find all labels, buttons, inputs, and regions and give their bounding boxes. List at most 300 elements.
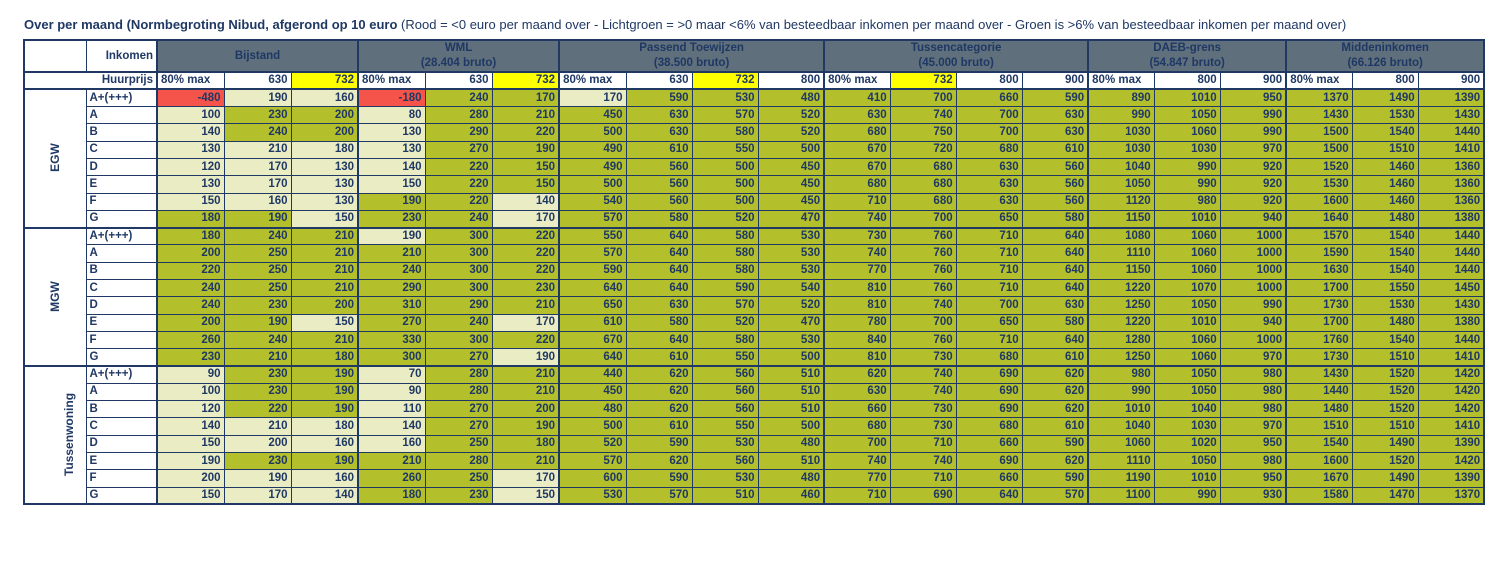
value-cell: 1530: [1352, 297, 1418, 314]
value-cell: 130: [358, 141, 425, 158]
value-cell: 180: [291, 141, 358, 158]
value-cell: 590: [1022, 89, 1088, 106]
value-cell: 590: [559, 262, 626, 279]
value-cell: 570: [692, 107, 758, 124]
value-cell: 240: [425, 314, 492, 331]
table-row: [24, 366, 1484, 383]
value-cell: 500: [692, 193, 758, 210]
value-cell: 520: [692, 314, 758, 331]
value-cell: 1470: [1352, 487, 1418, 504]
value-cell: 980: [1220, 383, 1286, 400]
value-cell: 590: [626, 89, 692, 106]
value-cell: 550: [692, 349, 758, 366]
value-cell: 300: [425, 245, 492, 262]
value-cell: 640: [626, 228, 692, 245]
value-cell: 940: [1220, 210, 1286, 227]
value-cell: 1390: [1418, 470, 1484, 487]
value-cell: 1410: [1418, 349, 1484, 366]
value-cell: 250: [425, 470, 492, 487]
value-cell: 470: [758, 314, 824, 331]
header-row-income: [24, 40, 1484, 72]
value-cell: 610: [559, 314, 626, 331]
value-cell: 540: [758, 280, 824, 297]
value-cell: 210: [492, 383, 559, 400]
value-cell: 410: [824, 89, 890, 106]
value-cell: 130: [358, 124, 425, 141]
value-cell: 140: [358, 158, 425, 175]
value-cell: 1150: [1088, 262, 1154, 279]
value-cell: 1540: [1286, 435, 1352, 452]
value-cell: 120: [157, 401, 224, 418]
rent-column-header: 900: [1220, 72, 1286, 89]
value-cell: 670: [824, 158, 890, 175]
value-cell: 190: [492, 349, 559, 366]
value-cell: 640: [559, 280, 626, 297]
value-cell: 130: [291, 176, 358, 193]
value-cell: 570: [626, 487, 692, 504]
value-cell: 710: [956, 331, 1022, 348]
value-cell: 920: [1220, 158, 1286, 175]
value-cell: 590: [692, 280, 758, 297]
value-cell: 570: [559, 210, 626, 227]
value-cell: 1410: [1418, 141, 1484, 158]
value-cell: 150: [492, 158, 559, 175]
value-cell: 130: [157, 176, 224, 193]
value-cell: 1010: [1154, 314, 1220, 331]
value-cell: 690: [956, 453, 1022, 470]
value-cell: 620: [824, 366, 890, 383]
value-cell: 530: [692, 89, 758, 106]
value-cell: 610: [1022, 349, 1088, 366]
value-cell: 220: [425, 176, 492, 193]
value-cell: 590: [626, 435, 692, 452]
value-cell: 300: [425, 228, 492, 245]
rent-column-header: 800: [1352, 72, 1418, 89]
value-cell: -480: [157, 89, 224, 106]
value-cell: 640: [1022, 228, 1088, 245]
table-row: [24, 453, 1484, 470]
value-cell: 200: [224, 435, 291, 452]
value-cell: 240: [224, 331, 291, 348]
value-cell: 740: [890, 297, 956, 314]
value-cell: 980: [1154, 193, 1220, 210]
value-cell: 1600: [1286, 193, 1352, 210]
value-cell: 710: [956, 245, 1022, 262]
energy-label: F: [86, 470, 157, 487]
value-cell: 520: [758, 124, 824, 141]
value-cell: 650: [559, 297, 626, 314]
value-cell: 200: [291, 124, 358, 141]
value-cell: 1390: [1418, 435, 1484, 452]
page-title: [24, 17, 1346, 32]
value-cell: 680: [890, 176, 956, 193]
value-cell: 510: [758, 383, 824, 400]
value-cell: 170: [492, 470, 559, 487]
value-cell: 560: [1022, 176, 1088, 193]
energy-label: C: [86, 418, 157, 435]
value-cell: 700: [890, 89, 956, 106]
energy-label: A+(+++): [86, 366, 157, 383]
value-cell: 240: [425, 210, 492, 227]
value-cell: 610: [626, 349, 692, 366]
rent-column-header: 732: [492, 72, 559, 89]
value-cell: 260: [358, 470, 425, 487]
value-cell: 610: [1022, 141, 1088, 158]
table-row: [24, 349, 1484, 366]
value-cell: 210: [291, 245, 358, 262]
section-label-text: EGW: [47, 143, 62, 173]
title-legend: (Rood = <0 euro per maand over - Lichtgroen = >0 maar <6% van besteedbaar inkomen per maand over - Groen is >6% van besteedbaar inkomen per maand over): [397, 17, 1347, 32]
value-cell: 750: [890, 124, 956, 141]
value-cell: 240: [157, 280, 224, 297]
value-cell: 650: [956, 314, 1022, 331]
value-cell: 730: [890, 418, 956, 435]
value-cell: 890: [1088, 89, 1154, 106]
value-cell: 670: [559, 331, 626, 348]
table-row: [24, 158, 1484, 175]
value-cell: 210: [492, 366, 559, 383]
value-cell: 1060: [1154, 262, 1220, 279]
value-cell: 680: [956, 349, 1022, 366]
value-cell: 740: [824, 245, 890, 262]
value-cell: 220: [492, 124, 559, 141]
value-cell: 1250: [1088, 297, 1154, 314]
value-cell: 100: [157, 383, 224, 400]
value-cell: 440: [559, 366, 626, 383]
value-cell: 940: [1220, 314, 1286, 331]
value-cell: 530: [692, 470, 758, 487]
value-cell: 500: [559, 176, 626, 193]
value-cell: 710: [824, 193, 890, 210]
rent-column-header: 80% max: [1088, 72, 1154, 89]
value-cell: 270: [358, 314, 425, 331]
value-cell: 990: [1220, 297, 1286, 314]
value-cell: 700: [956, 124, 1022, 141]
income-group-name: Bijstand: [234, 49, 281, 62]
table-row: [24, 262, 1484, 279]
value-cell: 1440: [1418, 124, 1484, 141]
table-row: [24, 383, 1484, 400]
value-cell: 560: [692, 401, 758, 418]
rent-column-header: 80% max: [358, 72, 425, 89]
value-cell: 230: [157, 349, 224, 366]
value-cell: 630: [956, 158, 1022, 175]
value-cell: 1030: [1154, 418, 1220, 435]
value-cell: 1440: [1418, 331, 1484, 348]
value-cell: 190: [224, 470, 291, 487]
value-cell: 1550: [1352, 280, 1418, 297]
value-cell: 190: [492, 141, 559, 158]
value-cell: 280: [425, 383, 492, 400]
value-cell: 150: [157, 435, 224, 452]
value-cell: 640: [1022, 262, 1088, 279]
value-cell: 1060: [1154, 228, 1220, 245]
value-cell: 1490: [1352, 435, 1418, 452]
value-cell: 1540: [1352, 245, 1418, 262]
value-cell: 650: [956, 210, 1022, 227]
value-cell: 560: [1022, 158, 1088, 175]
value-cell: 140: [291, 487, 358, 504]
value-cell: 930: [1220, 487, 1286, 504]
value-cell: 610: [626, 418, 692, 435]
value-cell: 1150: [1088, 210, 1154, 227]
value-cell: 740: [824, 210, 890, 227]
table-row: [24, 331, 1484, 348]
value-cell: 230: [224, 453, 291, 470]
value-cell: 270: [425, 349, 492, 366]
value-cell: 640: [626, 262, 692, 279]
value-cell: 230: [425, 487, 492, 504]
value-cell: 170: [492, 314, 559, 331]
value-cell: 620: [1022, 366, 1088, 383]
energy-label: B: [86, 124, 157, 141]
value-cell: 1460: [1352, 158, 1418, 175]
value-cell: 160: [291, 435, 358, 452]
value-cell: 530: [758, 228, 824, 245]
value-cell: 620: [626, 383, 692, 400]
value-cell: 1510: [1352, 349, 1418, 366]
value-cell: 200: [157, 470, 224, 487]
value-cell: 480: [758, 470, 824, 487]
value-cell: 1670: [1286, 470, 1352, 487]
value-cell: 1760: [1286, 331, 1352, 348]
table-row: [24, 141, 1484, 158]
energy-label: E: [86, 453, 157, 470]
value-cell: 140: [157, 418, 224, 435]
value-cell: 210: [291, 262, 358, 279]
energy-label: G: [86, 349, 157, 366]
value-cell: 1100: [1088, 487, 1154, 504]
value-cell: 810: [824, 297, 890, 314]
value-cell: 510: [758, 366, 824, 383]
value-cell: 570: [559, 245, 626, 262]
value-cell: 1220: [1088, 280, 1154, 297]
value-cell: 1050: [1088, 176, 1154, 193]
value-cell: 840: [824, 331, 890, 348]
value-cell: 620: [1022, 383, 1088, 400]
value-cell: 290: [358, 280, 425, 297]
value-cell: 210: [224, 418, 291, 435]
value-cell: 620: [626, 366, 692, 383]
value-cell: 630: [1022, 124, 1088, 141]
value-cell: 290: [425, 297, 492, 314]
value-cell: 210: [224, 349, 291, 366]
value-cell: 1700: [1286, 280, 1352, 297]
value-cell: 1190: [1088, 470, 1154, 487]
value-cell: 330: [358, 331, 425, 348]
value-cell: 730: [890, 401, 956, 418]
value-cell: 560: [626, 158, 692, 175]
value-cell: 190: [291, 366, 358, 383]
table-row: [24, 280, 1484, 297]
value-cell: 1000: [1220, 245, 1286, 262]
rent-column-header: 900: [1022, 72, 1088, 89]
value-cell: 580: [692, 331, 758, 348]
table-row: [24, 314, 1484, 331]
value-cell: 1460: [1352, 176, 1418, 193]
value-cell: 710: [956, 280, 1022, 297]
value-cell: 980: [1088, 366, 1154, 383]
value-cell: 950: [1220, 470, 1286, 487]
value-cell: 630: [626, 297, 692, 314]
value-cell: 250: [224, 280, 291, 297]
value-cell: 1420: [1418, 383, 1484, 400]
value-cell: 1530: [1352, 107, 1418, 124]
value-cell: 250: [425, 435, 492, 452]
value-cell: 690: [956, 401, 1022, 418]
value-cell: 160: [291, 470, 358, 487]
value-cell: 1060: [1154, 124, 1220, 141]
value-cell: 210: [492, 453, 559, 470]
income-group-header: [559, 40, 824, 72]
table-row: [24, 89, 1484, 106]
value-cell: 300: [425, 331, 492, 348]
value-cell: 630: [956, 176, 1022, 193]
value-cell: 210: [224, 141, 291, 158]
value-cell: 690: [956, 366, 1022, 383]
value-cell: 130: [157, 141, 224, 158]
value-cell: 1060: [1088, 435, 1154, 452]
value-cell: 500: [559, 418, 626, 435]
value-cell: 760: [890, 262, 956, 279]
value-cell: 190: [291, 383, 358, 400]
value-cell: 580: [626, 314, 692, 331]
value-cell: 1580: [1286, 487, 1352, 504]
value-cell: 1120: [1088, 193, 1154, 210]
value-cell: 500: [758, 418, 824, 435]
value-cell: 1700: [1286, 314, 1352, 331]
value-cell: 990: [1154, 487, 1220, 504]
value-cell: 990: [1220, 107, 1286, 124]
value-cell: 630: [824, 383, 890, 400]
value-cell: 600: [559, 470, 626, 487]
value-cell: 280: [425, 107, 492, 124]
value-cell: 180: [492, 435, 559, 452]
energy-label: D: [86, 297, 157, 314]
value-cell: -180: [358, 89, 425, 106]
value-cell: 210: [291, 228, 358, 245]
value-cell: 1010: [1154, 89, 1220, 106]
energy-label: B: [86, 262, 157, 279]
value-cell: 110: [358, 401, 425, 418]
value-cell: 1520: [1352, 366, 1418, 383]
income-group-sub: (54.847 bruto): [1149, 57, 1225, 69]
value-cell: 1540: [1352, 331, 1418, 348]
value-cell: 510: [758, 401, 824, 418]
value-cell: 660: [956, 435, 1022, 452]
section-label-text: MGW: [47, 281, 62, 312]
value-cell: 190: [224, 210, 291, 227]
value-cell: 680: [890, 193, 956, 210]
rent-column-header: 630: [626, 72, 692, 89]
value-cell: 1050: [1154, 107, 1220, 124]
value-cell: 980: [1220, 453, 1286, 470]
value-cell: 480: [559, 401, 626, 418]
table-row: [24, 210, 1484, 227]
value-cell: 450: [758, 176, 824, 193]
value-cell: 680: [824, 176, 890, 193]
value-cell: 230: [224, 297, 291, 314]
value-cell: 1490: [1352, 89, 1418, 106]
income-group-sub: (38.500 bruto): [653, 57, 730, 69]
value-cell: 580: [626, 210, 692, 227]
table-row: [24, 487, 1484, 504]
value-cell: 1440: [1418, 262, 1484, 279]
income-group-header: [1286, 40, 1484, 72]
value-cell: 90: [358, 383, 425, 400]
value-cell: 1420: [1418, 366, 1484, 383]
value-cell: 640: [1022, 280, 1088, 297]
value-cell: 200: [157, 314, 224, 331]
value-cell: 1370: [1418, 487, 1484, 504]
value-cell: 230: [224, 366, 291, 383]
value-cell: 680: [890, 158, 956, 175]
value-cell: 640: [559, 349, 626, 366]
value-cell: 180: [291, 418, 358, 435]
value-cell: 1370: [1286, 89, 1352, 106]
table-row: [24, 245, 1484, 262]
value-cell: 630: [1022, 107, 1088, 124]
value-cell: 1000: [1220, 262, 1286, 279]
income-group-header: [1088, 40, 1286, 72]
value-cell: 590: [1022, 470, 1088, 487]
income-group-header: [157, 40, 358, 72]
value-cell: 200: [291, 107, 358, 124]
value-cell: 740: [890, 383, 956, 400]
energy-label: A+(+++): [86, 89, 157, 106]
value-cell: 1050: [1154, 366, 1220, 383]
value-cell: 180: [157, 228, 224, 245]
energy-label: F: [86, 193, 157, 210]
value-cell: 300: [425, 262, 492, 279]
value-cell: 210: [291, 280, 358, 297]
value-cell: 700: [956, 297, 1022, 314]
value-cell: 1440: [1286, 383, 1352, 400]
value-cell: 1730: [1286, 297, 1352, 314]
value-cell: 590: [1022, 435, 1088, 452]
value-cell: 560: [692, 366, 758, 383]
rent-column-header: 80% max: [824, 72, 890, 89]
value-cell: 580: [692, 228, 758, 245]
value-cell: 1510: [1352, 418, 1418, 435]
value-cell: 200: [492, 401, 559, 418]
value-cell: 500: [559, 124, 626, 141]
energy-label: D: [86, 435, 157, 452]
table-row: [24, 297, 1484, 314]
value-cell: 170: [224, 176, 291, 193]
value-cell: 450: [758, 158, 824, 175]
value-cell: 950: [1220, 89, 1286, 106]
value-cell: 190: [224, 89, 291, 106]
energy-label: A: [86, 383, 157, 400]
value-cell: 180: [358, 487, 425, 504]
value-cell: 1060: [1154, 331, 1220, 348]
energy-label: G: [86, 210, 157, 227]
value-cell: 500: [758, 349, 824, 366]
value-cell: 700: [890, 210, 956, 227]
value-cell: 270: [425, 141, 492, 158]
value-cell: 950: [1220, 435, 1286, 452]
value-cell: 640: [626, 245, 692, 262]
value-cell: 1540: [1352, 228, 1418, 245]
value-cell: 640: [1022, 331, 1088, 348]
value-cell: 90: [157, 366, 224, 383]
value-cell: 760: [890, 245, 956, 262]
value-cell: 250: [224, 245, 291, 262]
value-cell: 660: [956, 89, 1022, 106]
value-cell: 1540: [1352, 262, 1418, 279]
table-row: [24, 470, 1484, 487]
